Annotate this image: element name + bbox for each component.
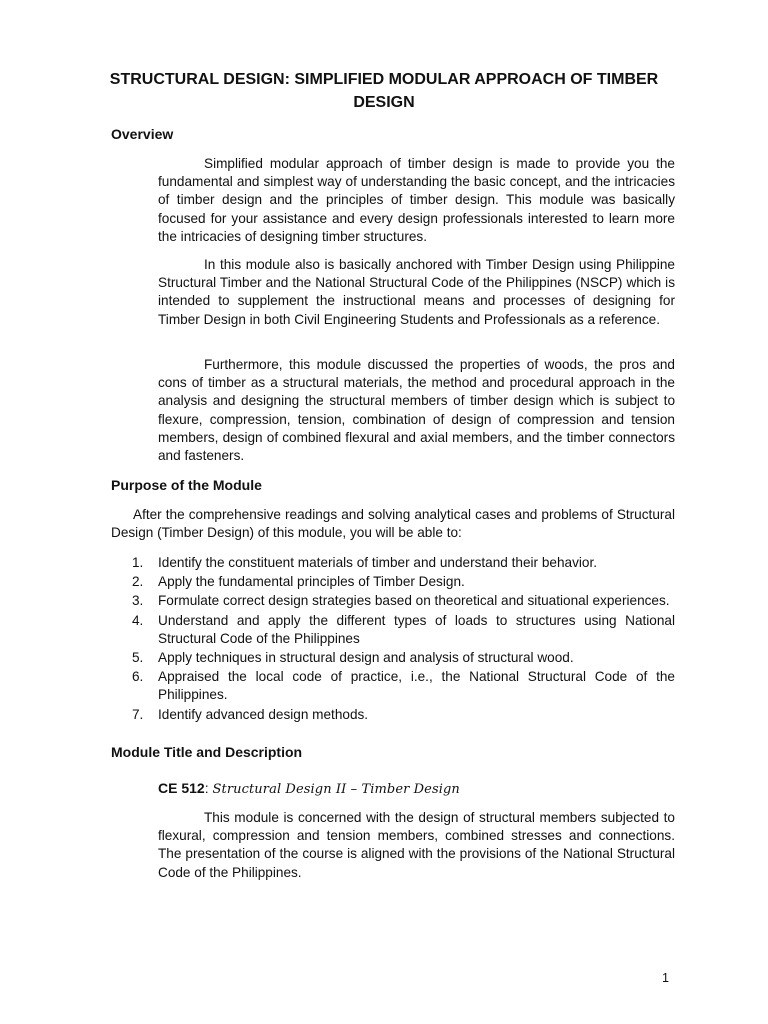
- list-item: [111, 706, 675, 724]
- list-item-text: Appraised the local code of practice, i.e., the National Structural Code of the Philippines.: [158, 669, 675, 703]
- purpose-heading: Purpose of the Module: [111, 477, 262, 493]
- document-title: STRUCTURAL DESIGN: SIMPLIFIED MODULAR APPROACH OF TIMBER DESIGN: [109, 71, 659, 111]
- course-name: Structural Design II – Timber Design: [212, 782, 460, 797]
- course-title-line: [158, 778, 460, 800]
- module-description: This module is concerned with the design of structural members subjected to flexural, compression and tension members, combined stresses and connections. The presentation of the course is aligned with the provisions of the National Structural Code of the Philippines.: [158, 810, 675, 880]
- list-item: [111, 554, 675, 572]
- overview-paragraph-1: Simplified modular approach of timber design is made to provide you the fundamental and simplest way of understanding the basic concept, and the intricacies of timber design and the principles of timber design. This module was basically focused for your assistance and every design professionals interested to learn more the intricacies of designing timber structures.: [158, 156, 675, 244]
- list-item-text: Understand and apply the different types of loads to structures using National Structural Code of the Philippines: [158, 612, 675, 646]
- list-item-text: Formulate correct design strategies based on theoretical and situational experiences.: [158, 593, 670, 609]
- list-item: [111, 668, 675, 704]
- list-item-number: 1.: [132, 555, 144, 570]
- list-item-number: 3.: [132, 593, 144, 609]
- list-item-text: Identify advanced design methods.: [158, 706, 369, 722]
- overview-paragraph-3: Furthermore, this module discussed the properties of woods, the pros and cons of timber as a structural materials, the method and procedural approach in the analysis and designing the structural members of timber design which is subject to flexure, compression, tension, combination of design of compression and tension members, design of combined flexural and axial members, and the timber connectors and fasteners.: [158, 357, 675, 464]
- module-title-heading: Module Title and Description: [111, 744, 303, 760]
- list-item: [111, 612, 675, 648]
- overview-heading: Overview: [111, 126, 174, 142]
- list-item-number: 4.: [132, 612, 144, 628]
- purpose-intro: After the comprehensive readings and solving analytical cases and problems of Structural Design (Timber Design) of this module, you will be able to:: [111, 507, 675, 541]
- list-item-text: Apply the fundamental principles of Timber Design.: [158, 574, 465, 590]
- course-code: CE 512: [158, 780, 205, 796]
- list-item-number: 5.: [132, 650, 144, 666]
- list-item-text: Identify the constituent materials of timber and understand their behavior.: [158, 555, 598, 570]
- list-item-text: Apply techniques in structural design and analysis of structural wood.: [158, 650, 574, 666]
- course-separator: :: [204, 780, 213, 796]
- overview-paragraph-2: In this module also is basically anchored with Timber Design using Philippine Structural Timber and the National Structural Code of the Philippines (NSCP) which is intended to supplement the instructional means and processes of designing for Timber Design in both Civil Engineering Students and Professionals as a reference.: [158, 257, 675, 327]
- list-item: [111, 649, 675, 667]
- page-number: 1: [662, 971, 669, 985]
- objectives-list: [111, 554, 675, 725]
- list-item-number: 2.: [132, 574, 144, 590]
- list-item: [111, 573, 675, 591]
- list-item-number: 7.: [132, 706, 144, 722]
- list-item: [111, 592, 675, 610]
- list-item-number: 6.: [132, 669, 144, 685]
